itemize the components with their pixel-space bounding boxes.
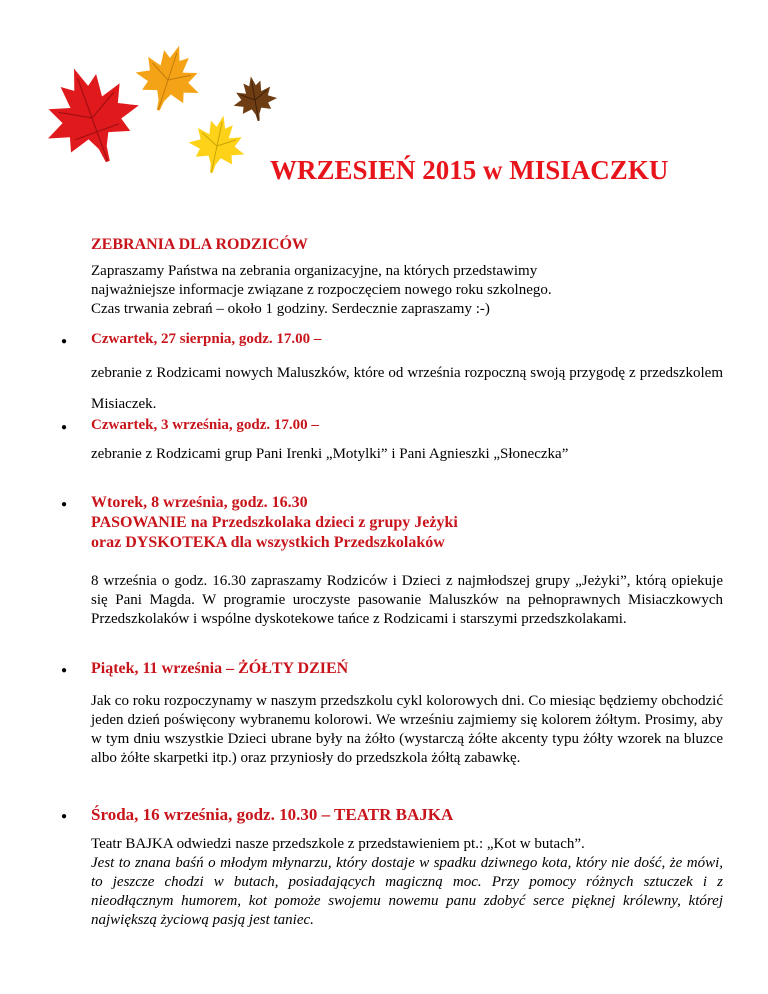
red-maple-leaf-icon bbox=[40, 52, 153, 178]
meetings-heading: ZEBRANIA DLA RODZICÓW bbox=[91, 236, 308, 253]
event-5-text: Teatr BAJKA odwiedzi nasze przedszkole z przedstawieniem pt.: „Kot w butach”. bbox=[91, 836, 585, 852]
orange-maple-leaf-icon bbox=[127, 38, 211, 120]
event-5-heading: Środa, 16 września, godz. 10.30 – TEATR BAJKA bbox=[91, 805, 454, 824]
event-2-heading: Czwartek, 3 września, godz. 17.00 – bbox=[91, 417, 319, 433]
event-1-heading: Czwartek, 27 sierpnia, godz. 17.00 – bbox=[91, 331, 322, 347]
bullet-icon: ● bbox=[61, 422, 68, 433]
event-2-text: zebranie z Rodzicami grup Pani Irenki „Motylki” i Pani Agnieszki „Słoneczka” bbox=[91, 446, 569, 462]
intro-line: Czas trwania zebrań – około 1 godziny. Serdecznie zapraszamy :-) bbox=[91, 301, 490, 317]
brown-maple-leaf-icon bbox=[229, 73, 280, 125]
event-3-heading bbox=[91, 493, 458, 553]
bullet-icon: ● bbox=[61, 665, 68, 676]
event-3-heading-line: oraz DYSKOTEKA dla wszystkich Przedszkolaków bbox=[91, 534, 445, 551]
yellow-maple-leaf-icon bbox=[183, 110, 251, 179]
bullet-icon: ● bbox=[61, 336, 68, 347]
page-title: WRZESIEŃ 2015 w MISIACZKU bbox=[270, 155, 669, 185]
event-3-text: 8 września o godz. 16.30 zapraszamy Rodziców i Dzieci z najmłodszej grupy „Jeżyki”, którą opiekuje się Pani Magda. W programie uroczyste pasowanie Maluszków na pełnoprawnych Misiaczkowych Przedszkolaków i wspólne dyskotekowe tańce z Rodzicami i starszymi przedszkolakami. bbox=[91, 573, 723, 627]
event-1-text: zebranie z Rodzicami nowych Maluszków, które od września rozpoczną swoją przygodę z przedszkolem Misiaczek. bbox=[91, 365, 723, 412]
event-4-text: Jak co roku rozpoczynamy w naszym przedszkolu cykl kolorowych dni. Co miesiąc będziemy obchodzić jeden dzień poświęcony wybranemu kolorowi. We wrześniu zajmiemy się kolorem żółtym. Prosimy, aby w tym dniu wszystkie Dzieci ubrane były na żółto (wystarczą żółte akcenty typu żółty wzorek na bluzce albo żółte skarpetki itp.) oraz przyniosły do przedszkola żółtą zabawkę. bbox=[91, 693, 723, 766]
event-3-heading-line: Wtorek, 8 września, godz. 16.30 bbox=[91, 494, 308, 511]
intro-line: Zapraszamy Państwa na zebrania organizacyjne, na których przedstawimy bbox=[91, 263, 538, 279]
meetings-intro bbox=[91, 262, 731, 319]
event-5-italic-text: Jest to znana baśń o młodym młynarzu, który dostaje w spadku dziwnego kota, który nie dość, że mówi, to jeszcze chodzi w butach, posiadających magiczną moc. Przy pomocy różnych sztuczek i z nieodłącznym humorem, kot pomoże swojemu nowemu panu zdobyć serce pięknej królewny, której największą życiową pasją jest taniec. bbox=[91, 855, 723, 928]
bullet-icon: ● bbox=[61, 499, 68, 510]
event-4-heading: Piątek, 11 września – ŻÓŁTY DZIEŃ bbox=[91, 660, 349, 677]
intro-line: najważniejsze informacje związane z rozpoczęciem nowego roku szkolnego. bbox=[91, 282, 552, 298]
event-3-heading-line: PASOWANIE na Przedszkolaka dzieci z grupy Jeżyki bbox=[91, 514, 458, 531]
bullet-icon: ● bbox=[61, 811, 68, 822]
